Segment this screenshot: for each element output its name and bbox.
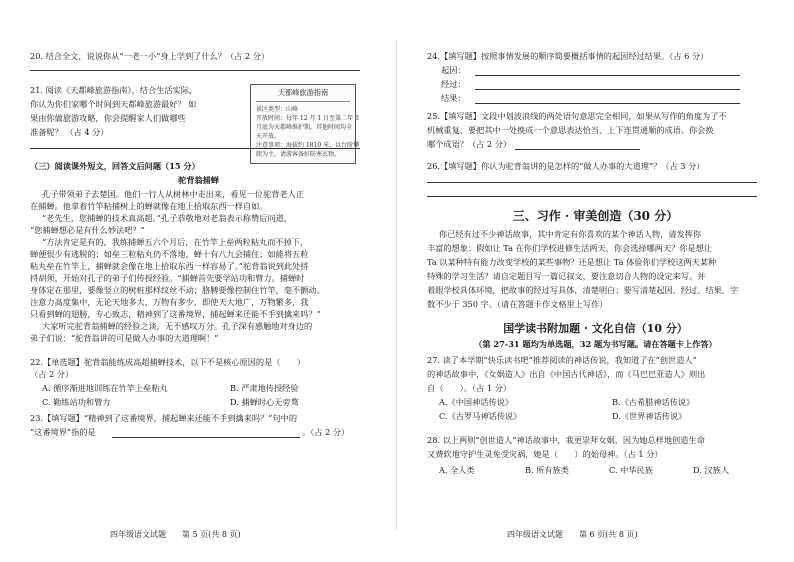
question-20: 20. 结合全文，说说你从“一老一小”身上学到了什么？（占 2 分） <box>30 51 270 61</box>
question-27-line-1: 27. 读了本学期“快乐读书吧”推荐阅读的神话传说，我知道了在“创世造人” <box>427 355 697 365</box>
q28-option-a: A. 全人类 <box>439 465 475 475</box>
guide-card-line: 景区类型：山峰 <box>256 106 299 113</box>
guide-card-line: 月底为天都峰维护期，其他时间均全 <box>256 124 353 131</box>
question-23-line-2: “这番境界”指的是 <box>30 427 96 437</box>
story-line: 身体定在那里，要像竖立的树桩那样纹丝不动；胳膊要像控制住竹竿，毫不颤动。 <box>30 285 325 295</box>
story-line: 注意力高度集中，无论天地多大，万物有多少，即使天大地广，万物繁多，我 <box>30 297 309 307</box>
tianduofeng-guide-card <box>250 84 360 164</box>
question-23-score: 。（占 2 分） <box>302 427 350 437</box>
q24-label-result: 结果： <box>441 93 466 103</box>
question-27-line-3: 自（ ）。（占 1 分） <box>427 383 512 393</box>
answer-line <box>475 75 740 76</box>
question-26: 26.【填写题】你认为驼背翁讲的是怎样的“做人办事的大道理”？（占 3 分） <box>427 161 705 171</box>
guide-card-line: 开放时间：每年 12 月 1 日至第二年 3 <box>256 115 359 122</box>
q22-option-a: A. 循序渐进地训练在竹竿上垒粘丸 <box>42 383 168 393</box>
essay-prompt-line: 着眼学校具体环境，把故事的经过写具体，清楚明白；要写清楚起因、经过、结果，字 <box>427 285 739 295</box>
essay-prompt-line: 丰富的想象：假如让 Ta 在你们学校进修生活两天，你会选择哪两天？你是想让 <box>427 243 713 253</box>
question-22: 22.【单选题】驼背翁能练成高超捕蝉技术，以下不是核心原因的是（ ） <box>30 357 306 367</box>
story-line: 只看到蝉的翅膀，专心致志，精神到了这番境界，捕起蝉来还能不手到擒来吗？” <box>30 309 321 319</box>
q25-blank <box>515 149 640 150</box>
answer-line <box>30 148 360 149</box>
question-21-line-2: 你认为你们家哪个时间到天都峰旅游最好？ 如 <box>30 99 197 109</box>
answer-line <box>427 182 757 183</box>
bonus-section-subtitle: （第 27-31 题均为单选题，32 题为书写题。请在答题卡上作答） <box>474 339 717 349</box>
answer-line <box>427 196 757 197</box>
q27-option-a: A.《中国神话传说》 <box>439 397 514 407</box>
story-line: 粘丸垒在竹竿上，捕蝉就会像在地上拾取东西一样容易了。”驼背翁说到此处捋 <box>30 261 309 271</box>
question-25-line-1: 25.【填写题】文段中划波浪线的两处语句意思完全相同，如果从写作的角度为了不 <box>427 111 727 121</box>
q22-option-d: D. 捕蝉时心无旁骛 <box>230 397 299 407</box>
question-28-line-1: 28. 以上两则“创世造人”神话故事中，我更崇拜女娲，因为她总样地创造生命 <box>427 435 705 445</box>
page-footer-5: 四年级语文试题 第 5 页(共 8 页) <box>110 530 241 539</box>
q23-blank <box>112 437 300 438</box>
question-27-line-2: 的神话故事中，《女娲造人》出自《中国古代神话》，而《马巴巴亚造人》则出 <box>427 369 706 379</box>
story-line: 弟子们说：“驼背翁讲的可是做人办事的大道理啊！” <box>30 333 219 343</box>
q27-option-d: D.《世界神话传说》 <box>612 411 687 421</box>
q24-label-process: 经过： <box>441 79 466 89</box>
story-line: 孔子带领弟子去楚国。他们一行人从树林中走出来，看见一位驼背老人正 <box>42 189 305 199</box>
guide-card-line: 爬为主，请游客备好防寒衣物。 <box>256 151 341 158</box>
guide-card-divider <box>256 101 350 102</box>
story-line: “您捕蝉想必是有什么妙法吧？” <box>30 225 145 235</box>
guide-card-line: 天开放。 <box>256 133 281 140</box>
story-line: “老先生，您捕蝉的技术真高超。”孔子恭敬地对老翁表示称赞后问道， <box>42 213 292 223</box>
story-line: 捋胡须，开始对孔子的弟子们传授经验。“捕蝉首先要学站功和臂力。捕蝉时 <box>30 273 305 283</box>
story-line: 在捕蝉。他拿着竹竿粘捕树上的蝉就像在地上拾取东西一样自如。 <box>30 201 268 211</box>
story-title: 驼背翁捕蝉 <box>178 175 219 185</box>
question-24: 24.【填写题】按照事情发展的顺序简要概括事情的起因经过结果。（占 6 分） <box>427 51 709 61</box>
answer-line <box>30 70 360 71</box>
guide-card-title: 天都峰旅游指南 <box>277 88 329 97</box>
question-28-line-2: 又费软地守护生灵免受灾祸，她是（ ）的始母神。（占 1 分） <box>427 449 663 459</box>
q28-option-c: C. 中华民族 <box>609 465 653 475</box>
story-line: 大家听完驼背翁捕蝉的经验之谈，无不感叹万分。孔子深有感触地对身边的 <box>42 321 313 331</box>
story-line: 蝉便很少有逃脱的；如垒三粒粘丸仍不落地，蝉十有八九会捕住；如能将五粒 <box>30 249 309 259</box>
section-3-title: （三）阅读课外短文，回答文后问题（15 分） <box>30 161 200 171</box>
q22-option-c: C. 勤练站功和臂力 <box>42 397 111 407</box>
story-line: “方法肯定是有的，我练捕蝉五六个月后，在竹竿上垒两粒粘丸而不掉下， <box>42 237 309 247</box>
exam-page-6 <box>397 0 794 562</box>
question-22-score: （占 2 分） <box>30 369 74 379</box>
q28-option-d: D. 汉族人 <box>693 465 730 475</box>
q22-option-b: B. 严肃地传授经验 <box>230 383 299 393</box>
q24-label-cause: 起因： <box>441 65 466 75</box>
question-21-line-3: 果由你做旅游攻略，你会提醒家人们做哪些 <box>30 113 186 123</box>
essay-prompt-line: 你已经有过不少神话故事，其中肯定有你喜欢的某个神话人物，请发挥你 <box>439 229 702 239</box>
q27-option-b: B.《古希腊神话传说》 <box>612 397 695 407</box>
essay-prompt-line: 特殊的学习生活？请自定题目写一篇记叙文，要注意切合人物的设定来写。并 <box>427 271 706 281</box>
question-21-line-4: 准备呢？ （占 4 分） <box>30 127 109 137</box>
bonus-section-title: 国学读书附加题 · 文化自信（10 分） <box>503 322 688 335</box>
answer-line <box>475 89 740 90</box>
guide-card-line: 注意事项：海拔约 1810 米，以台阶攀 <box>256 142 360 149</box>
section-writing-title: 三、习作 · 审美创造（30 分） <box>512 209 679 223</box>
essay-prompt-line: 数不少于 350 字。（请在答题卡作文格里上写作） <box>427 299 608 309</box>
page-footer-6: 四年级语文试题 第 6 页(共 8 页) <box>507 530 638 539</box>
question-23-line-1: 23.【填写题】“精神到了这番境界，捕起蝉来还能不手到擒来吗？”句中的 <box>30 413 298 423</box>
q28-option-b: B. 所有族类 <box>525 465 569 475</box>
question-25-line-3: 哪个成语？（占 2 分） <box>427 139 512 149</box>
q27-option-c: C.《古罗马神话传说》 <box>439 411 522 421</box>
question-25-line-2: 机械重复，要把其中一处换成一个意思表达恰当、上下连贯通顺的成语。你会换 <box>427 125 714 135</box>
answer-line <box>475 103 740 104</box>
question-21-line-1: 21. 阅读《天都峰旅游指南》，结合生活实际， <box>30 85 198 95</box>
essay-prompt-line: Ta 以某种特有能力改变学校的某些事物？还是想让 Ta 体验你们学校这两天某种 <box>427 257 717 267</box>
